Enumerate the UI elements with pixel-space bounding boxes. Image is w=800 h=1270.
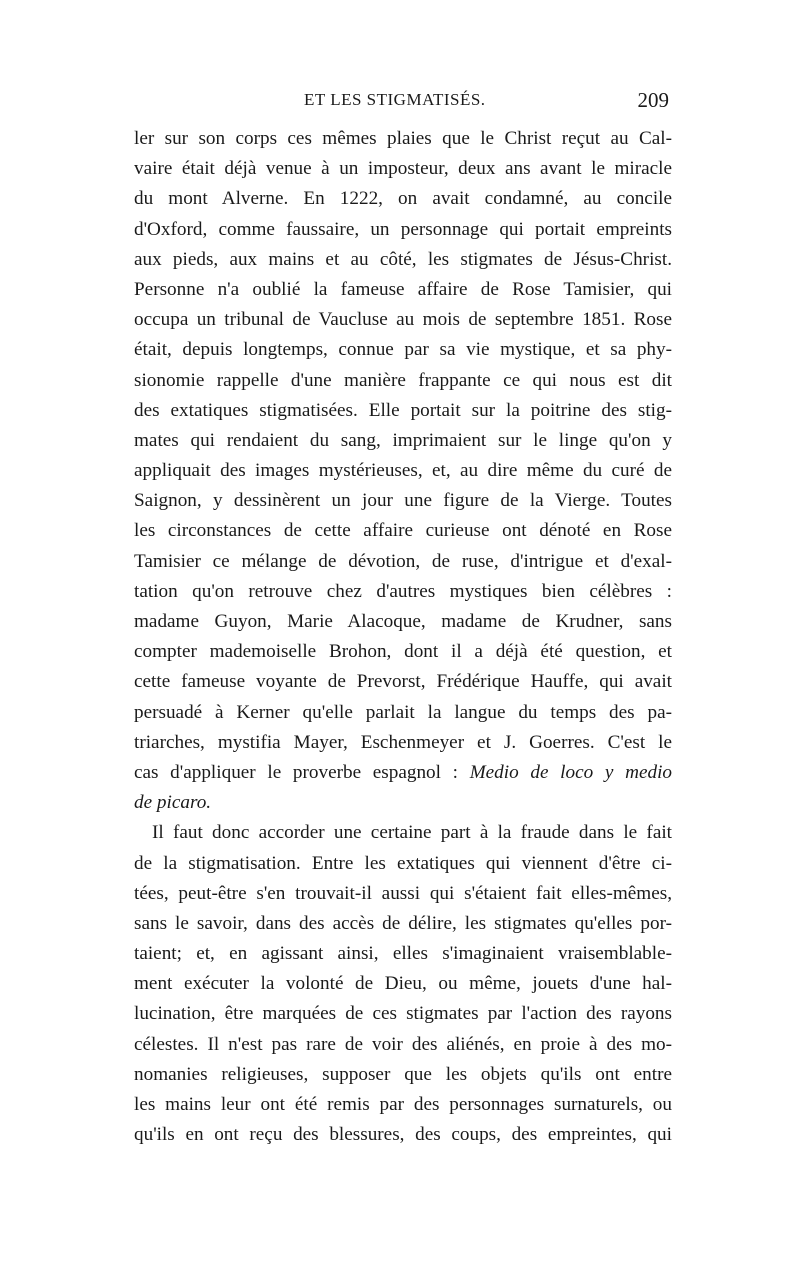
italic-proverb: Medio de loco y medio — [469, 761, 672, 783]
text-line: ler sur son corps ces mêmes plaies que le Christ reçut au Cal- — [134, 128, 672, 149]
text-line: d'Oxford, comme faussaire, un personnage qui portait empreints — [134, 218, 672, 240]
text-line: du mont Alverne. En 1222, on avait condamné, au concile — [134, 188, 672, 210]
text-line: les circonstances de cette affaire curieuse ont dénoté en Rose — [134, 520, 672, 542]
text-line: Saignon, y dessinèrent un jour une figure de la Vierge. Toutes — [134, 490, 672, 512]
text-line: persuadé à Kerner qu'elle parlait la langue du temps des pa- — [134, 701, 672, 723]
text-line: sionomie rappelle d'une manière frappante ce qui nous est dit — [134, 369, 672, 391]
text-line: appliquait des images mystérieuses, et, au dire même du curé de — [134, 460, 672, 482]
text-line: vaire était déjà venue à un imposteur, deux ans avant le miracle — [134, 158, 672, 180]
text-line: cette fameuse voyante de Prevorst, Frédérique Hauffe, qui avait — [134, 671, 672, 693]
text-line: Tamisier ce mélange de dévotion, de ruse, d'intrigue et d'exal- — [134, 550, 672, 572]
text-segment: cas d'appliquer le proverbe espagnol : — [134, 761, 458, 783]
text-line: des extatiques stigmatisées. Elle portait sur la poitrine des stig- — [134, 399, 672, 421]
text-line: tation qu'on retrouve chez d'autres mystiques bien célèbres : — [134, 580, 672, 602]
running-head — [134, 88, 669, 118]
text-line: taient; et, en agissant ainsi, elles s'imaginaient vraisemblable- — [134, 943, 672, 965]
body-text — [134, 124, 672, 1150]
text-line: célestes. Il n'est pas rare de voir des aliénés, en proie à des mo- — [134, 1033, 672, 1055]
running-head-title: ET LES STIGMATISÉS. — [304, 90, 486, 109]
text-line: madame Guyon, Marie Alacoque, madame de Krudner, sans — [134, 611, 672, 632]
text-line: de la stigmatisation. Entre les extatiques qui viennent d'être ci- — [134, 852, 672, 874]
text-line: qu'ils en ont reçu des blessures, des coups, des empreintes, qui — [134, 1124, 672, 1146]
text-line: mates qui rendaient du sang, imprimaient sur le linge qu'on y — [134, 429, 672, 451]
text-line: Il faut donc accorder une certaine part à la fraude dans le fait — [152, 822, 672, 844]
text-line: Personne n'a oublié la fameuse affaire de Rose Tamisier, qui — [134, 278, 672, 300]
text-line: nomanies religieuses, supposer que les objets qu'ils ont entre — [134, 1063, 672, 1085]
text-line: compter mademoiselle Brohon, dont il a déjà été question, et — [134, 641, 672, 663]
text-line: aux pieds, aux mains et au côté, les stigmates de Jésus-Christ. — [134, 248, 672, 270]
text-line: tées, peut-être s'en trouvait-il aussi qui s'étaient fait elles-mêmes, — [134, 882, 672, 904]
text-line: sans le savoir, dans des accès de délire, les stigmates qu'elles por- — [134, 912, 672, 934]
italic-proverb-end: de picaro. — [134, 792, 212, 814]
text-line-with-italic — [134, 758, 672, 788]
text-line: triarches, mystifia Mayer, Eschenmeyer et J. Goerres. C'est le — [134, 731, 672, 753]
text-line: lucination, être marquées de ces stigmates par l'action des rayons — [134, 1003, 672, 1025]
text-line-italic — [134, 788, 672, 818]
text-line: était, depuis longtemps, connue par sa vie mystique, et sa phy- — [134, 339, 672, 361]
page-number: 209 — [637, 88, 669, 112]
text-line: ment exécuter la volonté de Dieu, ou même, jouets d'une hal- — [134, 973, 672, 995]
text-line: occupa un tribunal de Vaucluse au mois de septembre 1851. Rose — [134, 309, 672, 331]
text-line: les mains leur ont été remis par des personnages surnaturels, ou — [134, 1094, 672, 1115]
